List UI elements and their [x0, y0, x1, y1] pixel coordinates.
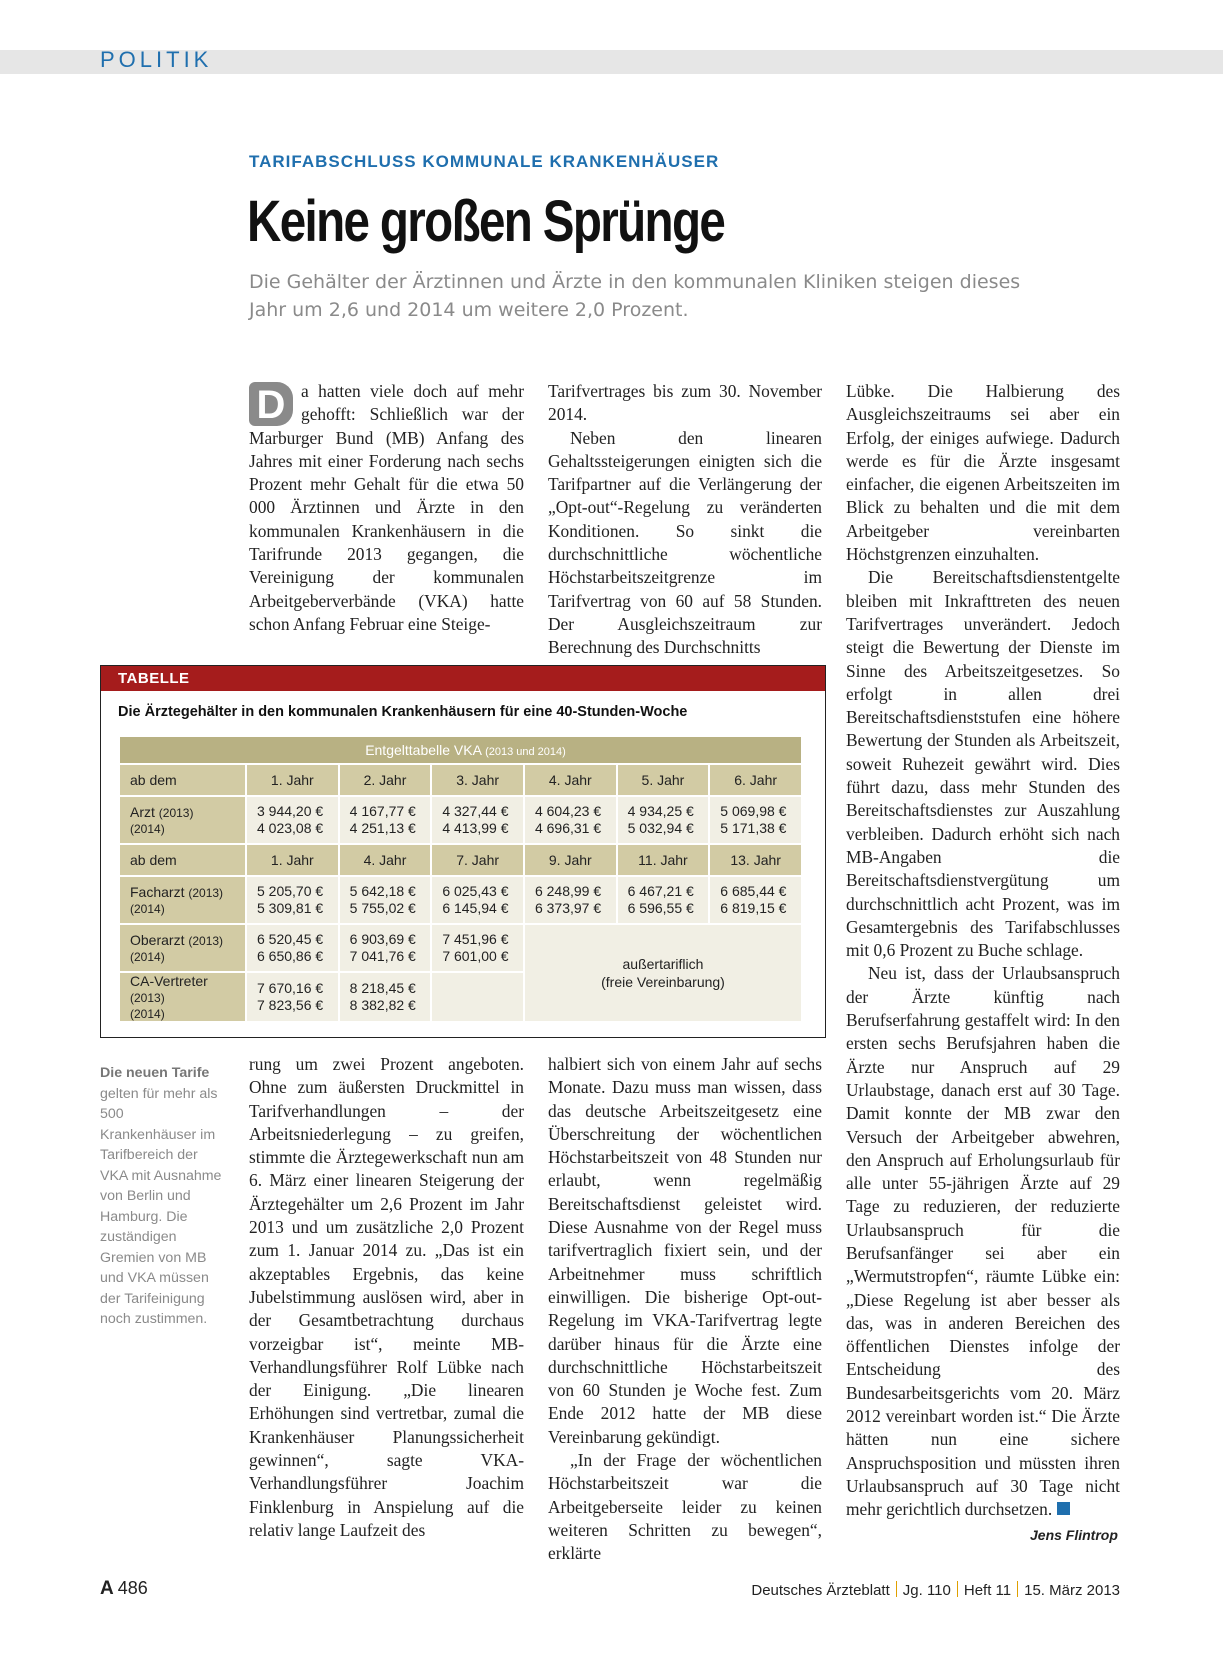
salary-cell: 7 451,96 € 7 601,00 € — [431, 924, 524, 972]
author-name: Jens Flintrop — [1030, 1527, 1118, 1543]
salary-cell: 4 934,25 € 5 032,94 € — [617, 796, 710, 844]
article-kicker: TARIFABSCHLUSS KOMMUNALE KRANKENHÄUSER — [249, 152, 720, 171]
body-paragraph: rung um zwei Prozent angeboten. Ohne zum äußersten Druckmittel in Tarifverhandlungen – der Arbeitsniederlegung – zu greifen, stimmte die Ärztegewerkschaft nun am 6. März einer linearen Steigerung der Ärztegehälter um 2,6 Prozent im Jahr 2013 und um zusätzliche 2,0 Prozent zum 1. Januar 2014 zu. „Das ist ein akzeptables Ergebnis, das keine Jubelstimmung auslösen wird, aber in der Gesamtbetrachtung durchaus vorzeigbar ist“, meinte MB-Verhandlungsführer Rolf Lübke nach der Einigung. „Die linearen Erhöhungen sind vertretbar, zumal die Krankenhäuser Planungssicherheit gewinnen“, sagte VKA-Verhandlungsführer Joachim Finklenburg in Anspielung auf die relativ lange Laufzeit des — [249, 1054, 524, 1540]
body-paragraph: „In der Frage der wöchentlichen Höchstarbeitszeit war die Arbeitgeberseite leider zu keinen weiteren Schritten zu bewegen“, erklärte — [548, 1450, 822, 1564]
column-1-top — [249, 380, 524, 636]
salary-cell: 5 642,18 € 5 755,02 € — [339, 876, 432, 924]
salary-cell: 6 467,21 € 6 596,55 € — [617, 876, 710, 924]
table-header-cell: 7. Jahr — [431, 844, 524, 876]
extra-tariff-cell: außertariflich (freie Vereinbarung) — [524, 924, 802, 1022]
table-header-cell: 5. Jahr — [617, 764, 710, 796]
table-header-row — [119, 844, 802, 876]
table-header-cell: 1. Jahr — [246, 764, 339, 796]
column-3 — [846, 380, 1120, 1522]
end-mark-icon — [1057, 1502, 1070, 1515]
salary-cell: 7 670,16 € 7 823,56 € — [246, 972, 339, 1022]
table-header-cell: 2. Jahr — [339, 764, 432, 796]
row-label: CA-Vertreter (2013) (2014) — [119, 972, 246, 1022]
body-paragraph: Tarifvertrages bis zum 30. November 2014. — [548, 381, 822, 425]
row-label: Oberarzt (2013) (2014) — [119, 924, 246, 972]
journal-volume: Jg. 110 — [902, 1582, 951, 1599]
salary-cell: 5 069,98 € 5 171,38 € — [709, 796, 802, 844]
salary-cell: 6 025,43 € 6 145,94 € — [431, 876, 524, 924]
salary-cell: 4 327,44 € 4 413,99 € — [431, 796, 524, 844]
body-paragraph: Neben den linearen Gehaltssteigerungen einigten sich die Tarifpartner auf die Verlängerung der „Opt-out“-Regelung zu veränderten Konditionen. So sinkt die durchschnittliche wöchentliche Höchstarbeitszeitgrenze im Tarifvertrag von 60 auf 58 Stunden. Der Ausgleichszeitraum zur Berechnung des Durchschnitts — [548, 427, 822, 658]
body-text: a hatten viele doch auf mehr gehofft: Schließlich war der Marburger Bund (MB) Anfang des Jahres mit einer Forderung nach sechs Prozent mehr Gehalt für die etwa 50 000 Ärztinnen und Ärzte in den kommunalen Krankenhäusern in die Tarifrunde 2013 gegangen, die Vereinigung der kommunalen Arbeitgeberverbände (VKA) hatte schon Anfang Februar eine Steige- — [249, 381, 524, 634]
body-paragraph: halbiert sich von einem Jahr auf sechs Monate. Dazu muss man wissen, dass das deutsche Arbeitszeitgesetz eine Überschreitung der wöchentlichen Höchstarbeitszeit von 48 Stunden nur erlaubt, wenn regelmäßig Bereitschaftsdienst geleistet wird. Diese Ausnahme von der Regel muss tarifvertraglich fixiert sein, und der Arbeitnehmer muss schriftlich einwilligen. Die bisherige Opt-out-Regelung im VKA-Tarifvertrag legte darüber hinaus für die Ärzte eine durchschnittliche Höchstarbeitszeit von 60 Stunden je Woche fest. Zum Ende 2012 hatte der MB diese Vereinbarung gekündigt. — [548, 1054, 822, 1447]
salary-cell: 4 604,23 € 4 696,31 € — [524, 796, 617, 844]
sidebar-text: gelten für mehr als 500 Krankenhäuser im Tarifbereich der VKA mit Ausnahme von Berlin und Hamburg. Die zuständigen Gremien von MB und VKA müssen der Tarifeinigung noch zustimmen. — [100, 1085, 222, 1327]
footer-citation — [751, 1581, 1120, 1599]
table-caption: Entgelttabelle VKA (2013 und 2014) — [119, 736, 802, 764]
extra-tariff-cell — [431, 972, 524, 1022]
salary-cell: 8 218,45 € 8 382,82 € — [339, 972, 432, 1022]
article-lead: Die Gehälter der Ärztinnen und Ärzte in den kommunalen Kliniken steigen dieses Jahr um 2,6 und 2014 um weitere 2,0 Prozent. — [249, 271, 1021, 321]
salary-cell: 6 248,99 € 6 373,97 € — [524, 876, 617, 924]
table-title: Die Ärztegehälter in den kommunalen Krankenhäusern für eine 40-Stunden-Woche — [118, 704, 688, 720]
body-paragraph: Die Bereitschaftsdienstentgelte bleiben mit Inkrafttreten des neuen Tarifvertrages unverändert. Jedoch steigt die Bewertung der Dienste im Sinne des Arbeitszeitgesetzes. So erfolgt in allen drei Bereitschaftsdienststufen eine höhere Bewertung der Stunden als Arbeitszeit, soweit Ruhezeit gewährt wird. Dies führt dazu, dass mehr Stunden des Bereitschaftsdienstes zur Auszahlung verbleiben. Dadurch erhöht sich nach MB-Angaben die Bereitschaftsdienstvergütung um durchschnittlich acht Prozent, was im Gesamtergebnis des Tarifabschlusses mit 0,6 Prozent zu Buche schlage. — [846, 567, 1120, 961]
table-row — [119, 924, 802, 972]
drop-cap: D — [249, 382, 293, 426]
row-label: Arzt (2013) (2014) — [119, 796, 246, 844]
journal-issue: Heft 11 — [963, 1582, 1012, 1599]
body-text: Neu ist, dass der Urlaubsanspruch der Ärzte künftig nach Berufserfahrung gestaffelt wird: In den ersten sechs Berufsjahren haben die Ärzte nur Anspruch auf 29 Urlaubstage, danach erst auf 30 Tage. Damit konnte der MB zwar den Versuch der Arbeitgeber abwehren, den Anspruch auf Erholungsurlaub für alle unter 55-jährigen Ärzte auf 29 Tage zu reduzieren, der reduzierte Urlaubsanspruch für die Berufsanfänger sei aber ein „Wermutstropfen“, räumte Lübke ein: „Diese Regelung ist aber besser als das, was in anderen Bereichen des öffentlichen Dienstes infolge der Entscheidung des Bundesarbeitsgerichts vom 20. März 2012 vereinbart worden ist.“ Die Ärzte hätten nun eine sichere Anspruchsposition und müssten ihren Urlaubsanspruch auf 30 Tage nicht mehr gerichtlich durchsetzen. — [846, 963, 1120, 1520]
table-header-cell: 4. Jahr — [524, 764, 617, 796]
page-number: A 486 — [100, 1578, 148, 1599]
table-header-cell: 13. Jahr — [709, 844, 802, 876]
table-label: TABELLE — [101, 666, 825, 691]
table-header-cell: ab dem — [119, 764, 246, 796]
table-header-cell: 11. Jahr — [617, 844, 710, 876]
column-2-top — [548, 380, 822, 660]
sidebar-note — [100, 1063, 222, 1330]
sidebar-title: Die neuen Tarife — [100, 1065, 210, 1081]
section-label: POLITIK — [100, 47, 213, 72]
table-header-row — [119, 764, 802, 796]
table-header-cell: 6. Jahr — [709, 764, 802, 796]
body-paragraph: Lübke. Die Halbierung des Ausgleichszeitraums sei aber ein Erfolg, der einiges aufwiege. Dadurch werde es für die Ärzte insgesamt einfacher, die eigenen Arbeitszeiten im Blick zu behalten und die mit dem Arbeitgeber vereinbarten Höchstgrenzen einzuhalten. — [846, 381, 1120, 565]
journal-date: 15. März 2013 — [1024, 1582, 1120, 1599]
salary-cell: 5 205,70 € 5 309,81 € — [246, 876, 339, 924]
salary-cell: 6 685,44 € 6 819,15 € — [709, 876, 802, 924]
row-label: Facharzt (2013) (2014) — [119, 876, 246, 924]
body-paragraph — [846, 962, 1120, 1521]
salary-table — [118, 735, 803, 1023]
journal-name: Deutsches Ärzteblatt — [751, 1582, 890, 1599]
salary-cell: 6 520,45 € 6 650,86 € — [246, 924, 339, 972]
table-header-cell: 9. Jahr — [524, 844, 617, 876]
table-header-cell: 1. Jahr — [246, 844, 339, 876]
table-row — [119, 796, 802, 844]
column-2-bottom — [548, 1053, 822, 1566]
table-header-cell: ab dem — [119, 844, 246, 876]
table-header-cell: 3. Jahr — [431, 764, 524, 796]
salary-cell: 6 903,69 € 7 041,76 € — [339, 924, 432, 972]
column-1-bottom — [249, 1053, 524, 1542]
salary-cell: 4 167,77 € 4 251,13 € — [339, 796, 432, 844]
salary-cell: 3 944,20 € 4 023,08 € — [246, 796, 339, 844]
table-row — [119, 876, 802, 924]
table-header-cell: 4. Jahr — [339, 844, 432, 876]
salary-table-box — [100, 665, 826, 1038]
article-headline: Keine großen Sprünge — [247, 189, 725, 254]
